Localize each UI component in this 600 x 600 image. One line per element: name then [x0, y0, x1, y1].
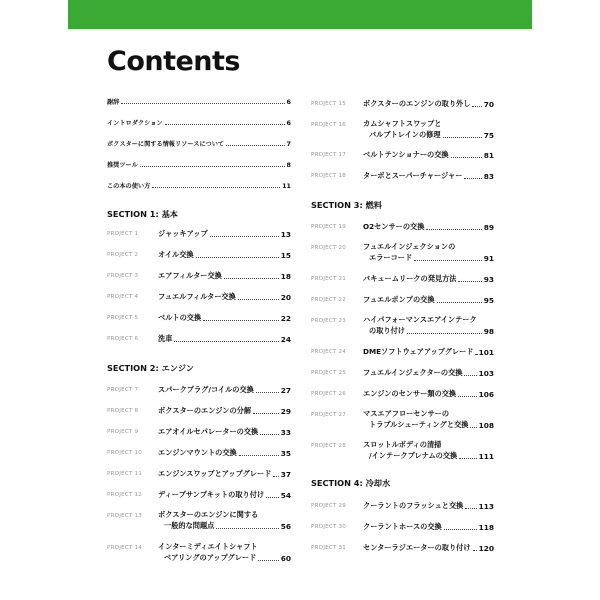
toc-project-item[interactable]: [369, 420, 494, 430]
toc-item-title: バキュームリークの発見方法: [363, 274, 457, 283]
leader-dots: [174, 340, 278, 342]
toc-item-page: 113: [478, 502, 494, 511]
toc-project-item[interactable]: [363, 389, 494, 399]
leader-dots: [458, 280, 481, 282]
project-number: PROJECT 18: [311, 173, 347, 179]
project-number: PROJECT 20: [311, 245, 347, 251]
toc-project-item[interactable]: [164, 521, 291, 531]
toc-project-item[interactable]: [363, 522, 494, 532]
project-number: PROJECT 17: [311, 152, 347, 158]
leader-dots: [464, 374, 476, 376]
project-number: PROJECT 28: [311, 443, 347, 449]
toc-item-page: 37: [280, 470, 291, 479]
leader-dots: [152, 186, 280, 188]
toc-item-title: この本の使い方: [107, 183, 151, 190]
project-number: PROJECT 2: [107, 252, 139, 258]
toc-item-title: ベルトの交換: [158, 313, 202, 322]
toc-item-title-line1: マスエアフローセンサーの: [363, 409, 450, 418]
section-heading: SECTION 3: 燃料: [311, 200, 382, 210]
project-number: PROJECT 12: [107, 492, 143, 498]
toc-item-title: ディープサンプキットの取り付け: [158, 490, 265, 499]
toc-item-title: エンジンのセンサー類の交換: [363, 389, 457, 398]
toc-item-page: 75: [483, 131, 494, 140]
toc-item-page: 29: [280, 407, 291, 416]
leader-dots: [451, 156, 482, 158]
toc-item-page: 89: [483, 223, 494, 232]
toc-item-title-line1: フュエルインジェクションの: [363, 242, 456, 251]
toc-item-title: 洗車: [158, 334, 173, 343]
toc-item-title: エンジンスワップとアップグレード: [158, 469, 272, 478]
toc-item-page: 120: [478, 544, 494, 553]
toc-item-title: ボクスターのエンジンの取り外し: [363, 99, 471, 108]
toc-item-title: オイル交換: [158, 250, 194, 259]
project-number: PROJECT 31: [311, 545, 347, 551]
toc-project-item[interactable]: [363, 543, 494, 553]
toc-project-item[interactable]: [363, 222, 494, 232]
toc-item-page: 118: [478, 523, 494, 532]
toc-item-page: 108: [478, 421, 494, 430]
toc-project-item[interactable]: [363, 368, 494, 378]
toc-project-item[interactable]: [158, 334, 291, 344]
toc-project-item[interactable]: [158, 271, 291, 281]
toc-front-item[interactable]: [107, 118, 291, 127]
leader-dots: [203, 319, 279, 321]
toc-item-page: 6: [286, 98, 291, 106]
toc-project-item[interactable]: [369, 130, 494, 140]
toc-item-page: 20: [280, 293, 291, 302]
toc-front-item[interactable]: [107, 181, 291, 190]
leader-dots: [473, 549, 477, 551]
project-number: PROJECT 6: [107, 336, 139, 342]
toc-project-item[interactable]: [369, 326, 494, 336]
leader-dots: [472, 105, 481, 107]
toc-item-title: の取り付け: [369, 326, 405, 335]
toc-item-title: ターボとスーパーチャージャー: [363, 171, 463, 180]
toc-project-item[interactable]: [363, 501, 494, 511]
toc-item-page: 15: [280, 251, 291, 260]
project-number: PROJECT 19: [311, 224, 347, 230]
toc-item-page: 6: [286, 119, 291, 127]
leader-dots: [426, 228, 481, 230]
toc-item-title: ベアリングのアップグレード: [164, 553, 257, 562]
section-heading: SECTION 4: 冷却水: [311, 478, 391, 488]
project-number: PROJECT 13: [107, 513, 143, 519]
toc-project-item[interactable]: [363, 171, 494, 181]
leader-dots: [239, 454, 279, 456]
toc-project-item[interactable]: [158, 490, 291, 500]
toc-item-page: 27: [280, 386, 291, 395]
project-number: PROJECT 16: [311, 122, 347, 128]
project-number: PROJECT 4: [107, 294, 139, 300]
project-number: PROJECT 11: [107, 471, 143, 477]
toc-item-page: 54: [280, 491, 291, 500]
project-number: PROJECT 23: [311, 318, 347, 324]
project-number: PROJECT 27: [311, 412, 347, 418]
toc-item-page: 81: [483, 151, 494, 160]
toc-item-title: トラブルシューティングと交換: [369, 420, 469, 429]
toc-project-item[interactable]: [363, 347, 494, 357]
leader-dots: [121, 102, 284, 104]
leader-dots: [437, 301, 482, 303]
toc-project-item[interactable]: [363, 150, 494, 160]
toc-item-title: O2センサーの交換: [363, 222, 425, 231]
toc-item-title: フュエルインジェクターの交換: [363, 368, 463, 377]
leader-dots: [165, 123, 285, 125]
toc-item-page: 95: [483, 296, 494, 305]
leader-dots: [140, 165, 285, 167]
toc-item-page: 22: [280, 314, 291, 323]
toc-item-page: 56: [280, 522, 291, 531]
toc-item-page: 35: [280, 449, 291, 458]
toc-item-title: 謝辞: [107, 99, 120, 106]
toc-project-item[interactable]: [363, 295, 494, 305]
toc-item-page: 18: [280, 272, 291, 281]
toc-project-item[interactable]: [164, 553, 291, 563]
toc-project-item[interactable]: [158, 406, 291, 416]
project-number: PROJECT 3: [107, 273, 139, 279]
project-number: PROJECT 14: [107, 545, 143, 551]
toc-item-page: 13: [280, 230, 291, 239]
toc-item-title: フュエルポンプの交換: [363, 295, 435, 304]
leader-dots: [459, 457, 476, 459]
leader-dots: [256, 391, 279, 393]
toc-project-item[interactable]: [158, 427, 291, 437]
toc-item-title: エアフィルター交換: [158, 271, 222, 280]
leader-dots: [458, 395, 476, 397]
toc-item-title: ジャッキアップ: [158, 229, 208, 238]
toc-item-page: 103: [478, 369, 494, 378]
toc-item-title-line1: インターミディエイトシャフト: [158, 542, 258, 551]
leader-dots: [273, 475, 278, 477]
project-number: PROJECT 7: [107, 387, 139, 393]
leader-dots: [266, 496, 279, 498]
toc-project-item[interactable]: [158, 250, 291, 260]
toc-item-title: 一般的な問題点: [164, 521, 215, 530]
project-number: PROJECT 10: [107, 450, 143, 456]
toc-project-item[interactable]: [158, 313, 291, 323]
toc-item-page: 7: [286, 140, 291, 148]
leader-dots: [470, 426, 476, 428]
header-accent-bar: [68, 0, 532, 29]
toc-item-page: 91: [483, 254, 494, 263]
toc-item-page: 8: [286, 161, 291, 169]
toc-project-item[interactable]: [369, 253, 494, 263]
project-number: PROJECT 30: [311, 524, 347, 530]
toc-item-title: エアオイルセパレーターの交換: [158, 427, 259, 436]
toc-item-title: DMEソフトウェアアップグレード: [363, 347, 474, 356]
toc-item-page: 98: [483, 327, 494, 336]
toc-project-item[interactable]: [158, 229, 291, 239]
toc-item-title: エンジンマウントの交換: [158, 448, 237, 457]
toc-front-item[interactable]: [107, 160, 291, 169]
toc-project-item[interactable]: [158, 448, 291, 458]
toc-item-title: センターラジエーターの取り付け: [363, 543, 471, 552]
toc-item-title: エラーコード: [369, 253, 413, 262]
leader-dots: [253, 412, 279, 414]
toc-item-title-line1: スロットルボディの清掃: [363, 440, 442, 449]
toc-front-item[interactable]: [107, 97, 291, 106]
toc-item-title: バルブトレインの修理: [369, 130, 441, 139]
toc-item-title: ポクスターに関する情報リソースについて: [107, 141, 225, 148]
section-heading: SECTION 1: 基本: [107, 209, 178, 219]
project-number: PROJECT 15: [311, 101, 347, 107]
toc-item-page: 83: [483, 172, 494, 181]
toc-item-title-line1: ハイパフォーマンスエアインテーク: [363, 315, 477, 324]
toc-item-title-line1: ボクスターのエンジンに関する: [158, 510, 259, 519]
project-number: PROJECT 26: [311, 391, 347, 397]
toc-front-item[interactable]: [107, 139, 291, 148]
toc-project-item[interactable]: [158, 385, 291, 395]
toc-item-title-line1: カムシャフトスワップと: [363, 119, 442, 128]
toc-item-page: 60: [280, 554, 291, 563]
toc-project-item[interactable]: [158, 292, 291, 302]
leader-dots: [464, 177, 481, 179]
project-number: PROJECT 22: [311, 297, 347, 303]
toc-item-title: クーラントホースの交換: [363, 522, 442, 531]
toc-item-page: 33: [280, 428, 291, 437]
toc-project-item[interactable]: [369, 451, 494, 461]
leader-dots: [216, 527, 278, 529]
toc-item-title: スパークプラグ/コイルの交換: [158, 385, 254, 394]
toc-item-page: 24: [280, 335, 291, 344]
toc-item-page: 106: [478, 390, 494, 399]
project-number: PROJECT 21: [311, 276, 347, 282]
section-heading: SECTION 2: エンジン: [107, 363, 194, 373]
toc-item-title: イントロダクション: [107, 120, 163, 127]
project-number: PROJECT 1: [107, 231, 139, 237]
page-title: Contents: [107, 46, 241, 77]
toc-item-title: /インテークプレナムの交換: [369, 451, 458, 460]
project-number: PROJECT 24: [311, 349, 347, 355]
toc-item-page: 111: [478, 452, 494, 461]
project-number: PROJECT 5: [107, 315, 139, 321]
toc-item-page: 93: [483, 275, 494, 284]
leader-dots: [407, 332, 482, 334]
leader-dots: [258, 559, 278, 561]
toc-item-page: 70: [483, 100, 494, 109]
toc-item-title: 推奨ツール: [107, 162, 138, 169]
leader-dots: [210, 235, 279, 237]
toc-item-page: 101: [478, 348, 494, 357]
project-number: PROJECT 29: [311, 503, 347, 509]
leader-dots: [444, 528, 477, 530]
leader-dots: [196, 256, 279, 258]
toc-item-title: フュエルフィルター交換: [158, 292, 236, 301]
toc-project-item[interactable]: [363, 99, 494, 109]
toc-project-item[interactable]: [363, 274, 494, 284]
leader-dots: [238, 298, 279, 300]
leader-dots: [465, 507, 476, 509]
toc-item-title: ボクスターのエンジンの分解: [158, 406, 252, 415]
toc-item-title: ベルトテンショナーの交換: [363, 150, 449, 159]
project-number: PROJECT 8: [107, 408, 139, 414]
leader-dots: [475, 353, 476, 355]
leader-dots: [226, 144, 284, 146]
project-number: PROJECT 9: [107, 429, 139, 435]
toc-item-page: 11: [282, 182, 291, 190]
leader-dots: [260, 433, 279, 435]
leader-dots: [414, 259, 482, 261]
project-number: PROJECT 25: [311, 370, 347, 376]
leader-dots: [443, 136, 482, 138]
toc-project-item[interactable]: [158, 469, 291, 479]
toc-item-title: クーラントのフラッシュと交換: [363, 501, 464, 510]
leader-dots: [224, 277, 279, 279]
